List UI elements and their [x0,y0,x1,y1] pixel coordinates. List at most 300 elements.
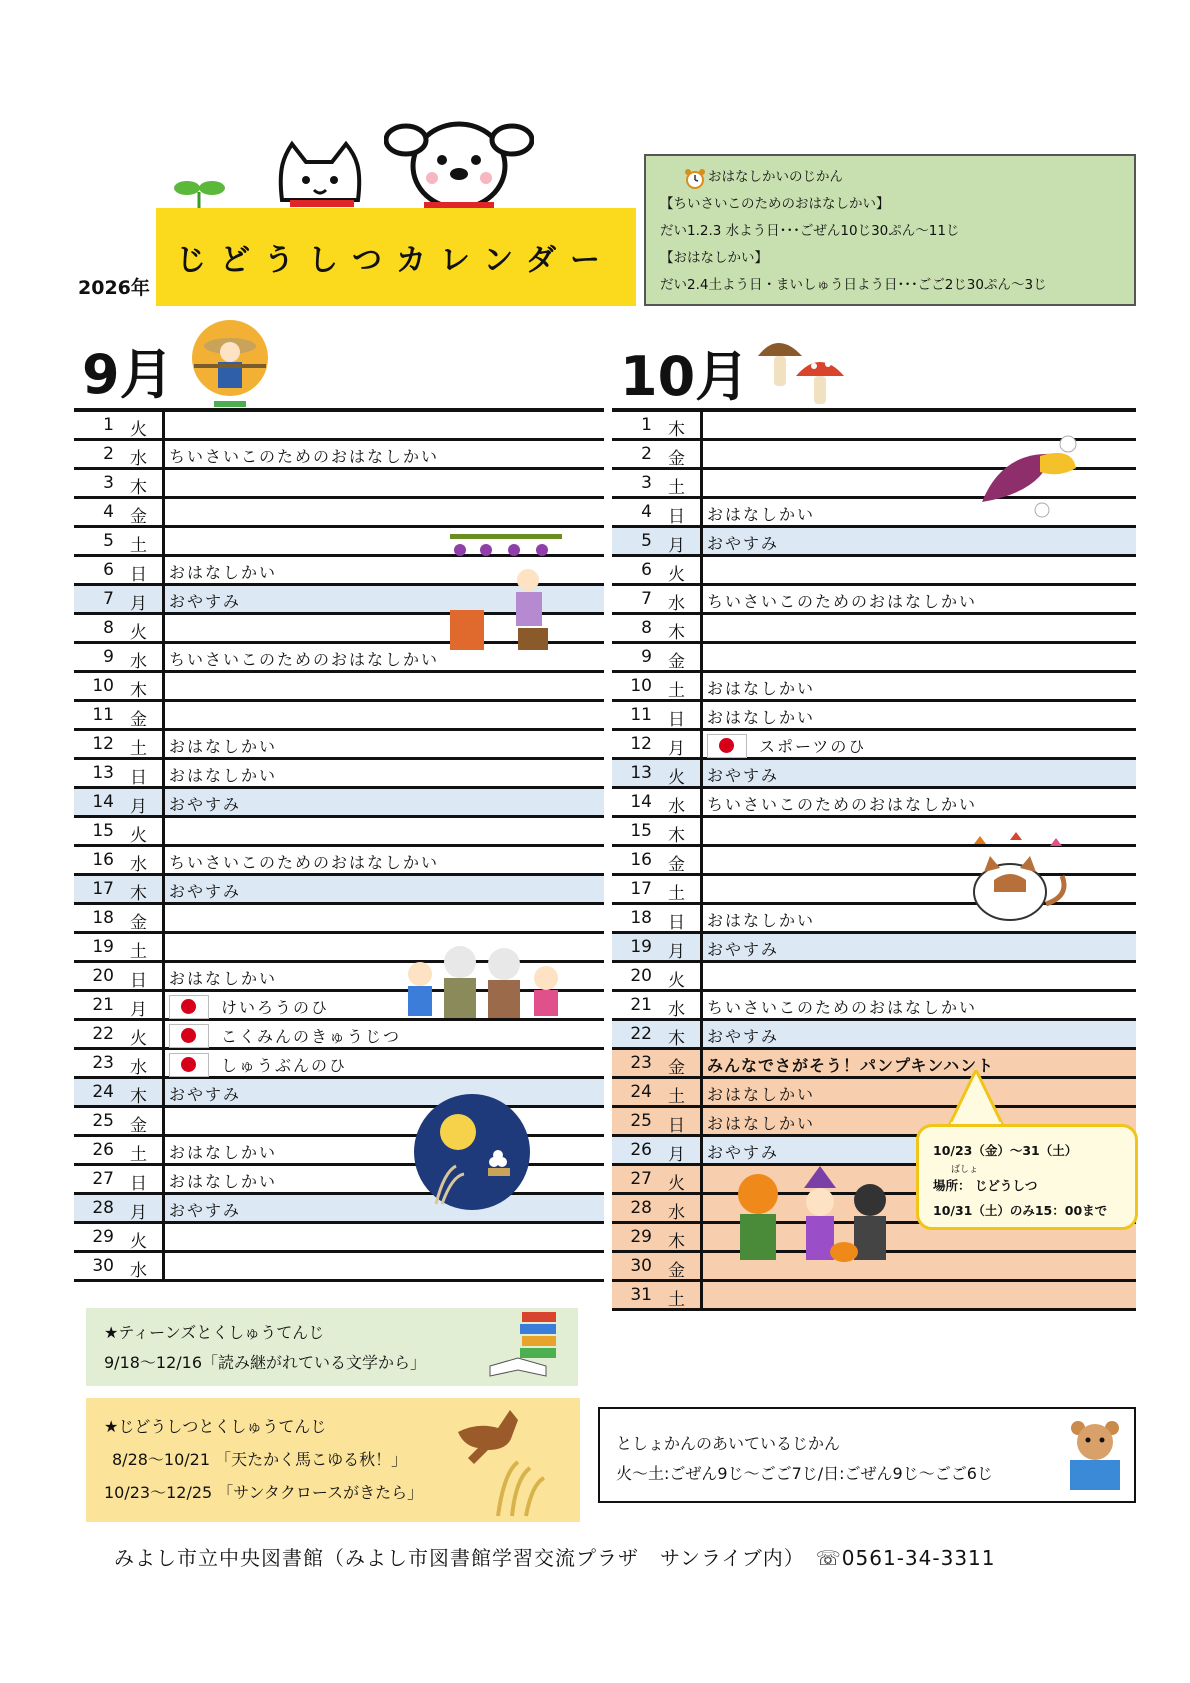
day-row [74,441,604,470]
day-number: 12 [92,734,114,754]
october-title: 10月 [620,345,750,408]
day-weekday: 水 [130,652,147,672]
day-event-text: ちいさいこのためのおはなしかい [707,998,978,1017]
day-event [169,734,277,757]
day-weekday: 土 [130,536,147,556]
day-weekday: 木 [130,1087,147,1107]
day-number: 11 [630,705,652,725]
day-number: 24 [92,1082,114,1102]
day-number: 5 [641,531,652,551]
september-title: 9月 [82,343,174,406]
day-number: 29 [92,1227,114,1247]
grape-picking-icon [446,530,566,654]
day-event-text: ちいさいこのためのおはなしかい [169,853,440,872]
day-event-text: おはなしかい [169,969,278,988]
column-divider [700,1050,703,1076]
kids-exhibit-line-1: 8/28～10/21 「天たかく馬こゆる秋！」 [112,1450,408,1469]
day-number: 27 [92,1169,114,1189]
day-row [612,731,1136,760]
hours-title: としょかんのあいているじかん [616,1434,841,1453]
day-number: 24 [630,1082,652,1102]
day-row [74,789,604,818]
day-weekday: 火 [130,1232,147,1252]
column-divider [700,1108,703,1134]
column-divider [700,499,703,525]
day-event [707,1140,779,1163]
column-divider [700,789,703,815]
day-event [169,1053,347,1079]
day-row [74,818,604,847]
day-number: 22 [630,1024,652,1044]
day-weekday: 火 [668,1174,685,1194]
column-divider [162,847,165,873]
day-weekday: 木 [668,1029,685,1049]
day-event-text: おはなしかい [169,1172,278,1191]
day-event [169,1198,241,1221]
day-event-text: おはなしかい [707,708,816,727]
day-event-text: おはなしかい [169,737,278,756]
day-row [612,1079,1136,1108]
dog-icon [384,110,534,214]
column-divider [162,470,165,496]
day-event [707,937,779,960]
day-number: 27 [630,1169,652,1189]
day-number: 28 [92,1198,114,1218]
day-number: 11 [92,705,114,725]
day-row [612,586,1136,615]
day-weekday: 火 [130,420,147,440]
day-event-text: おやすみ [169,592,242,611]
day-row [74,876,604,905]
japan-flag-icon [707,734,747,758]
day-number: 3 [641,473,652,493]
day-number: 25 [630,1111,652,1131]
day-event-text: ちいさいこのためのおはなしかい [707,795,978,814]
day-event-text: ちいさいこのためのおはなしかい [169,650,440,669]
column-divider [700,1282,703,1308]
column-divider [700,470,703,496]
day-number: 14 [92,792,114,812]
column-divider [700,1195,703,1221]
day-event-text: おはなしかい [169,1143,278,1162]
day-number: 21 [92,995,114,1015]
day-event [707,1024,779,1047]
callout-pointer [948,1070,1004,1128]
day-row [74,1021,604,1050]
day-event [707,502,815,525]
day-weekday: 水 [668,1203,685,1223]
day-event [707,908,815,931]
day-row [612,557,1136,586]
day-weekday: 金 [668,1058,685,1078]
teens-exhibit-title: ★ティーンズとくしゅうてんじ [104,1323,325,1342]
column-divider [162,789,165,815]
day-weekday: 日 [130,768,147,788]
day-event-text: おやすみ [707,940,780,959]
day-event-text: おやすみ [169,1085,242,1104]
day-weekday: 月 [130,1000,147,1020]
info-line-2: だい1.2.3 水よう日･･･ごぜん10じ30ぷん～11じ [660,223,960,239]
day-event [169,647,439,670]
kids-exhibit-title: ★じどうしつとくしゅうてんじ [104,1417,327,1436]
day-event-text: ちいさいこのためのおはなしかい [169,447,440,466]
day-number: 26 [630,1140,652,1160]
column-divider [162,557,165,583]
day-event-text: みんなでさがそう！パンプキンハント [707,1056,995,1075]
day-event [169,1082,241,1105]
day-number: 18 [92,908,114,928]
column-divider [700,1021,703,1047]
day-weekday: 土 [668,478,685,498]
column-divider [162,412,165,438]
callout-place: 場所： じどうしつ [933,1178,1038,1193]
day-event [169,1169,277,1192]
day-row [612,528,1136,557]
day-event [169,966,277,989]
japan-flag-icon [169,1053,209,1077]
column-divider [162,731,165,757]
day-row [74,673,604,702]
day-row [74,847,604,876]
day-event [707,589,977,612]
day-weekday: 水 [668,797,685,817]
day-weekday: 水 [668,594,685,614]
day-row [612,963,1136,992]
day-event-text: おやすみ [169,795,242,814]
column-divider [162,1166,165,1192]
day-event-text: おやすみ [169,882,242,901]
column-divider [162,1021,165,1047]
day-row [74,1224,604,1253]
day-event [707,676,815,699]
day-weekday: 日 [668,913,685,933]
day-number: 15 [630,821,652,841]
day-weekday: 水 [668,1000,685,1020]
day-weekday: 木 [668,1232,685,1252]
day-number: 7 [641,589,652,609]
bear-reading-icon [1066,1418,1124,1494]
day-event-text: おはなしかい [707,911,816,930]
day-number: 8 [641,618,652,638]
day-event [169,850,439,873]
day-row [612,673,1136,702]
day-event [169,560,277,583]
day-number: 30 [92,1256,114,1276]
day-weekday: 金 [668,855,685,875]
column-divider [700,1166,703,1192]
column-divider [700,731,703,757]
day-row [74,731,604,760]
column-divider [700,1253,703,1279]
column-divider [700,905,703,931]
day-number: 13 [630,763,652,783]
column-divider [700,847,703,873]
day-event-text: おはなしかい [169,766,278,785]
day-event [707,531,779,554]
day-weekday: 金 [130,913,147,933]
day-weekday: 木 [668,623,685,643]
japan-flag-icon [169,995,209,1019]
day-number: 10 [630,676,652,696]
day-weekday: 日 [668,710,685,730]
day-number: 22 [92,1024,114,1044]
day-number: 30 [630,1256,652,1276]
grandparents-children-icon [398,938,568,1022]
day-number: 23 [92,1053,114,1073]
day-number: 20 [630,966,652,986]
column-divider [162,1253,165,1279]
info-line-4: だい2.4土よう日・まいしゅう日よう日･･･ごご2じ30ぷん～3じ [660,277,1047,293]
day-number: 5 [103,531,114,551]
day-number: 1 [641,415,652,435]
column-divider [162,818,165,844]
day-number: 31 [630,1285,652,1305]
column-divider [162,876,165,902]
day-event [169,792,241,815]
day-event [169,1024,401,1050]
day-weekday: 木 [668,826,685,846]
column-divider [700,963,703,989]
day-number: 19 [630,937,652,957]
day-weekday: 木 [130,884,147,904]
day-event [169,995,329,1021]
column-divider [700,615,703,641]
day-row [74,702,604,731]
day-event [169,444,439,467]
day-weekday: 土 [668,681,685,701]
info-heading: おはなしかいのじかん [708,169,843,185]
day-weekday: 水 [130,449,147,469]
day-number: 2 [641,444,652,464]
day-row [74,760,604,789]
teens-exhibit-line: 9/18～12/16「読み継がれている文学から」 [104,1353,427,1372]
sweet-potato-icon [972,432,1084,522]
column-divider [700,702,703,728]
day-weekday: 木 [130,681,147,701]
day-number: 7 [103,589,114,609]
column-divider [700,1224,703,1250]
halloween-kids-icon [724,1166,898,1284]
column-divider [700,586,703,612]
day-number: 19 [92,937,114,957]
column-divider [162,760,165,786]
day-event-text: おやすみ [707,534,780,553]
day-weekday: 日 [130,1174,147,1194]
day-event [707,792,977,815]
day-row [74,412,604,441]
day-number: 14 [630,792,652,812]
library-footer: みよし市立中央図書館（みよし市図書館学習交流プラザ サンライブ内） ☏0561-34-3311 [114,1546,996,1570]
column-divider [700,528,703,554]
day-weekday: 金 [668,449,685,469]
day-number: 9 [641,647,652,667]
day-weekday: 水 [130,1261,147,1281]
column-divider [162,615,165,641]
column-divider [162,528,165,554]
day-event [707,705,815,728]
day-weekday: 火 [668,565,685,585]
moon-viewing-icon [412,1092,532,1212]
day-row [612,644,1136,673]
day-row [612,1282,1136,1311]
column-divider [162,963,165,989]
day-event [707,763,779,786]
day-number: 20 [92,966,114,986]
column-divider [162,644,165,670]
kids-exhibit-line-2: 10/23～12/25 「サンタクロースがきたら」 [104,1483,424,1502]
day-weekday: 木 [668,420,685,440]
day-event-text: おはなしかい [707,679,816,698]
callout-dates: 10/23（金）～31（土） [933,1143,1078,1158]
day-number: 12 [630,734,652,754]
day-event [707,1111,815,1134]
day-number: 15 [92,821,114,841]
day-weekday: 土 [130,739,147,759]
column-divider [162,586,165,612]
sprout-icon [170,176,228,212]
column-divider [700,412,703,438]
day-event-text: おはなしかい [169,563,278,582]
column-divider [162,905,165,931]
day-weekday: 月 [130,797,147,817]
day-weekday: 金 [130,710,147,730]
day-row [74,1253,604,1282]
column-divider [700,876,703,902]
day-number: 17 [630,879,652,899]
day-event [169,763,277,786]
column-divider [162,702,165,728]
day-number: 23 [630,1053,652,1073]
day-row [74,1050,604,1079]
column-divider [162,934,165,960]
column-divider [162,1137,165,1163]
storytime-info-box [644,154,1136,306]
scarecrow-icon [184,318,276,410]
day-weekday: 日 [130,971,147,991]
column-divider [162,441,165,467]
day-number: 6 [641,560,652,580]
books-icon [488,1310,564,1380]
day-number: 4 [103,502,114,522]
day-weekday: 日 [668,507,685,527]
hours-text: 火～土:ごぜん9じ～ごご7じ/日:ごぜん9じ～ごご6じ [616,1464,993,1483]
day-event-text: おやすみ [707,766,780,785]
day-row [612,1021,1136,1050]
day-event-text: けいろうのひ [221,998,330,1017]
day-weekday: 金 [668,1261,685,1281]
day-number: 1 [103,415,114,435]
day-event-text: おはなしかい [707,1114,816,1133]
day-weekday: 土 [668,884,685,904]
day-number: 18 [630,908,652,928]
day-number: 9 [103,647,114,667]
day-event-text: おやすみ [707,1027,780,1046]
info-line-1: 【ちいさいこのためのおはなしかい】 [660,196,890,212]
day-number: 26 [92,1140,114,1160]
day-weekday: 土 [668,1087,685,1107]
day-event-text: こくみんのきゅうじつ [221,1027,402,1046]
day-row [612,615,1136,644]
day-weekday: 火 [130,623,147,643]
day-number: 2 [103,444,114,464]
mushroom-icon [756,334,854,408]
day-number: 8 [103,618,114,638]
column-divider [700,760,703,786]
day-row [612,1050,1136,1079]
column-divider [700,441,703,467]
day-number: 25 [92,1111,114,1131]
day-weekday: 月 [668,1145,685,1165]
day-number: 21 [630,995,652,1015]
day-weekday: 水 [130,1058,147,1078]
day-event [707,1082,815,1105]
day-weekday: 土 [130,1145,147,1165]
column-divider [162,1079,165,1105]
day-row [612,760,1136,789]
column-divider [162,673,165,699]
column-divider [700,934,703,960]
column-divider [700,1137,703,1163]
day-row [612,702,1136,731]
day-event-text: しゅうぶんのひ [221,1056,348,1075]
day-weekday: 金 [130,507,147,527]
day-row [74,470,604,499]
horse-and-grass-icon [448,1402,568,1518]
day-number: 29 [630,1227,652,1247]
day-weekday: 日 [668,1116,685,1136]
day-row [74,905,604,934]
day-number: 13 [92,763,114,783]
cat-with-autumn-leaves-icon [966,832,1080,932]
column-divider [700,673,703,699]
year-label: 2026年 [78,277,150,299]
day-number: 6 [103,560,114,580]
day-weekday: 日 [130,565,147,585]
day-row [612,934,1136,963]
day-event-text: ちいさいこのためのおはなしかい [707,592,978,611]
column-divider [162,1050,165,1076]
column-divider [700,818,703,844]
day-event-text: おはなしかい [707,505,816,524]
page-title: じどうしつカレンダー [156,208,636,306]
day-event [169,589,241,612]
japan-flag-icon [169,1024,209,1048]
day-event-text: スポーツのひ [759,737,867,756]
day-event-text: おやすみ [169,1201,242,1220]
day-event [707,995,977,1018]
day-weekday: 月 [668,739,685,759]
day-weekday: 火 [130,1029,147,1049]
pumpkin-hunt-callout [916,1124,1138,1230]
day-weekday: 火 [668,768,685,788]
day-weekday: 金 [668,652,685,672]
day-row [74,499,604,528]
day-weekday: 火 [130,826,147,846]
day-number: 17 [92,879,114,899]
day-event [169,879,241,902]
alarm-clock-icon [684,168,706,190]
day-event-text: おやすみ [707,1143,780,1162]
day-row [612,789,1136,818]
column-divider [700,992,703,1018]
day-number: 16 [92,850,114,870]
day-number: 16 [630,850,652,870]
day-row [612,992,1136,1021]
day-weekday: 火 [668,971,685,991]
day-number: 28 [630,1198,652,1218]
day-event [707,734,866,760]
cat-icon [270,138,370,210]
